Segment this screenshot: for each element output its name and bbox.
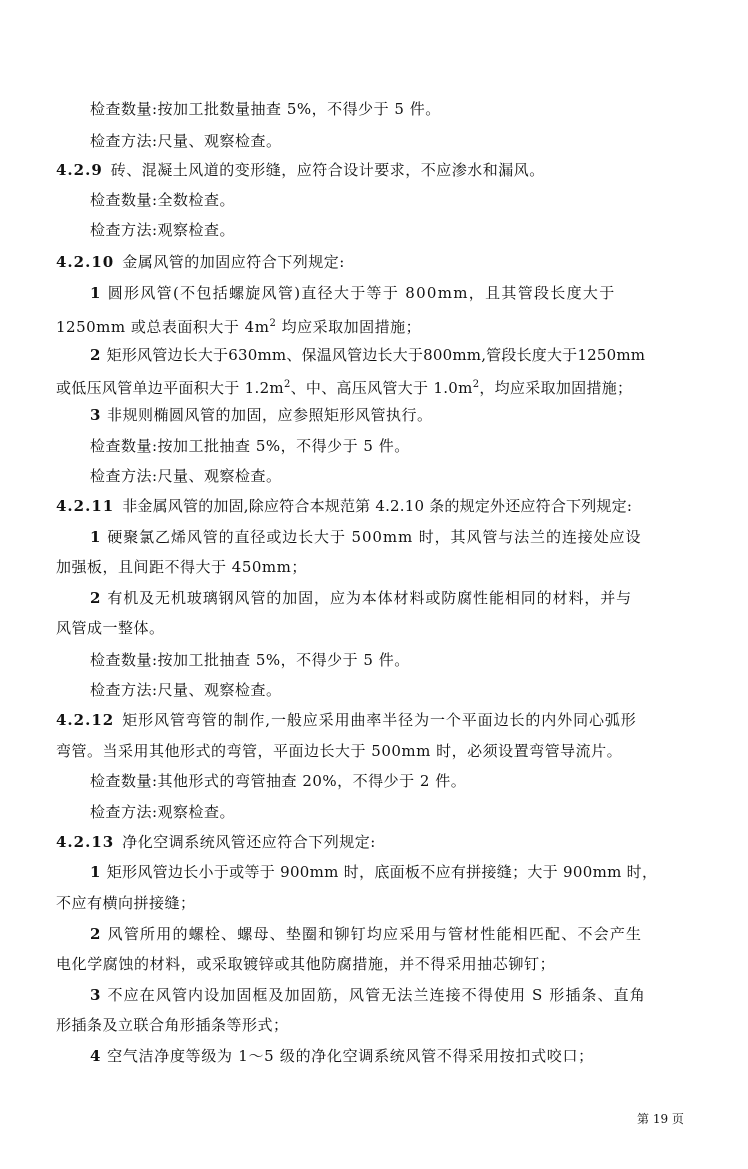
text-line: 检查数量:按加工批抽查 5%，不得少于 5 件。 [90, 437, 410, 455]
text-line: 电化学腐蚀的材料，或采取镀锌或其他防腐措施，并不得采用抽芯铆钉； [56, 955, 556, 973]
item-number: 1 [90, 284, 102, 302]
item-number: 1 [90, 528, 102, 546]
item-text: 圆形风管(不包括螺旋风管)直径大于等于 800mm，且其管段长度大于 [107, 284, 616, 302]
clause-number: 4.2.13 [56, 833, 115, 851]
list-item [90, 1046, 726, 1066]
text-line: 加强板，且间距不得大于 450mm； [56, 558, 307, 576]
text-line: 或低压风管单边平面积大于 $1.2m^2$、中、高压风管大于 $1.0m^2$，均应采取加固措施； [56, 379, 633, 397]
text-line: 检查方法:尺量、观察检查。 [90, 132, 282, 150]
clause-heading [56, 710, 692, 730]
item-number: 2 [90, 925, 102, 943]
list-item [90, 924, 726, 944]
item-text: 风管所用的螺栓、螺母、垫圈和铆钉均应采用与管材性能相匹配、不会产生 [107, 925, 643, 943]
item-text: 硬聚氯乙烯风管的直径或边长大于 500mm 时，其风管与法兰的连接处应设 [107, 528, 642, 546]
text-line: 检查方法:观察检查。 [90, 221, 236, 239]
clause-number: 4.2.12 [56, 711, 115, 729]
item-text: 有机及无机玻璃钢风管的加固，应为本体材料或防腐性能相同的材料，并与 [107, 589, 633, 607]
clause-text: 金属风管的加固应符合下列规定: [122, 253, 345, 271]
list-item [90, 527, 726, 547]
item-number: 3 [90, 986, 102, 1004]
item-number: 2 [90, 589, 102, 607]
list-item [90, 283, 726, 303]
clause-heading [56, 496, 692, 516]
item-text: 矩形风管边长小于或等于 900mm 时，底面板不应有拼接缝；大于 900mm 时， [106, 863, 658, 881]
item-text: 不应在风管内设加固框及加固筋，风管无法兰连接不得使用 S 形插条、直角 [107, 986, 646, 1004]
item-text: 非规则椭圆风管的加固，应参照矩形风管执行。 [106, 406, 433, 424]
text-line: 检查方法:观察检查。 [90, 803, 236, 821]
text-line: 不应有横向拼接缝； [56, 894, 196, 912]
clause-text: 非金属风管的加固,除应符合本规范第 4.2.10 条的规定外还应符合下列规定: [122, 497, 633, 515]
list-item [90, 345, 726, 365]
text-line: 1250mm 或总表面积大于 $4m^2$ 均应采取加固措施； [56, 318, 422, 336]
text-line: 检查数量:其他形式的弯管抽查 20%，不得少于 2 件。 [90, 772, 467, 790]
item-text: 矩形风管边长大于630mm、保温风管边长大于800mm,管段长度大于1250mm [106, 346, 646, 364]
list-item [90, 985, 726, 1005]
clause-text: 砖、混凝土风道的变形缝，应符合设计要求，不应渗水和漏风。 [110, 161, 545, 179]
clause-number: 4.2.9 [56, 161, 103, 179]
list-item [90, 405, 726, 425]
item-text: 空气洁净度等级为 1～5 级的净化空调系统风管不得采用按扣式咬口； [107, 1047, 594, 1065]
item-number: 1 [90, 863, 101, 881]
clause-heading [56, 252, 692, 272]
list-item [90, 862, 726, 882]
item-number: 4 [90, 1047, 102, 1065]
page-number: 第 19 页 [637, 1112, 684, 1126]
text-line: 检查数量:按加工批数量抽查 5%，不得少于 5 件。 [90, 100, 441, 118]
text-line: 检查数量:全数检查。 [90, 191, 236, 209]
text-line: 检查数量:按加工批抽查 5%，不得少于 5 件。 [90, 651, 410, 669]
text-line: 风管成一整体。 [56, 619, 165, 637]
clause-text: 矩形风管弯管的制作,一般应采用曲率半径为一个平面边长的内外同心弧形 [122, 711, 637, 729]
clause-heading [56, 160, 692, 180]
text-line: 形插条及立联合角形插条等形式； [56, 1016, 289, 1034]
item-number: 3 [90, 406, 101, 424]
list-item [90, 588, 726, 608]
clause-number: 4.2.10 [56, 253, 115, 271]
text-line: 检查方法:尺量、观察检查。 [90, 467, 282, 485]
clause-number: 4.2.11 [56, 497, 115, 515]
item-number: 2 [90, 346, 101, 364]
text-line: 检查方法:尺量、观察检查。 [90, 681, 282, 699]
text-line: 弯管。当采用其他形式的弯管，平面边长大于 500mm 时，必须设置弯管导流片。 [56, 742, 623, 760]
clause-heading [56, 832, 692, 852]
clause-text: 净化空调系统风管还应符合下列规定: [122, 833, 376, 851]
